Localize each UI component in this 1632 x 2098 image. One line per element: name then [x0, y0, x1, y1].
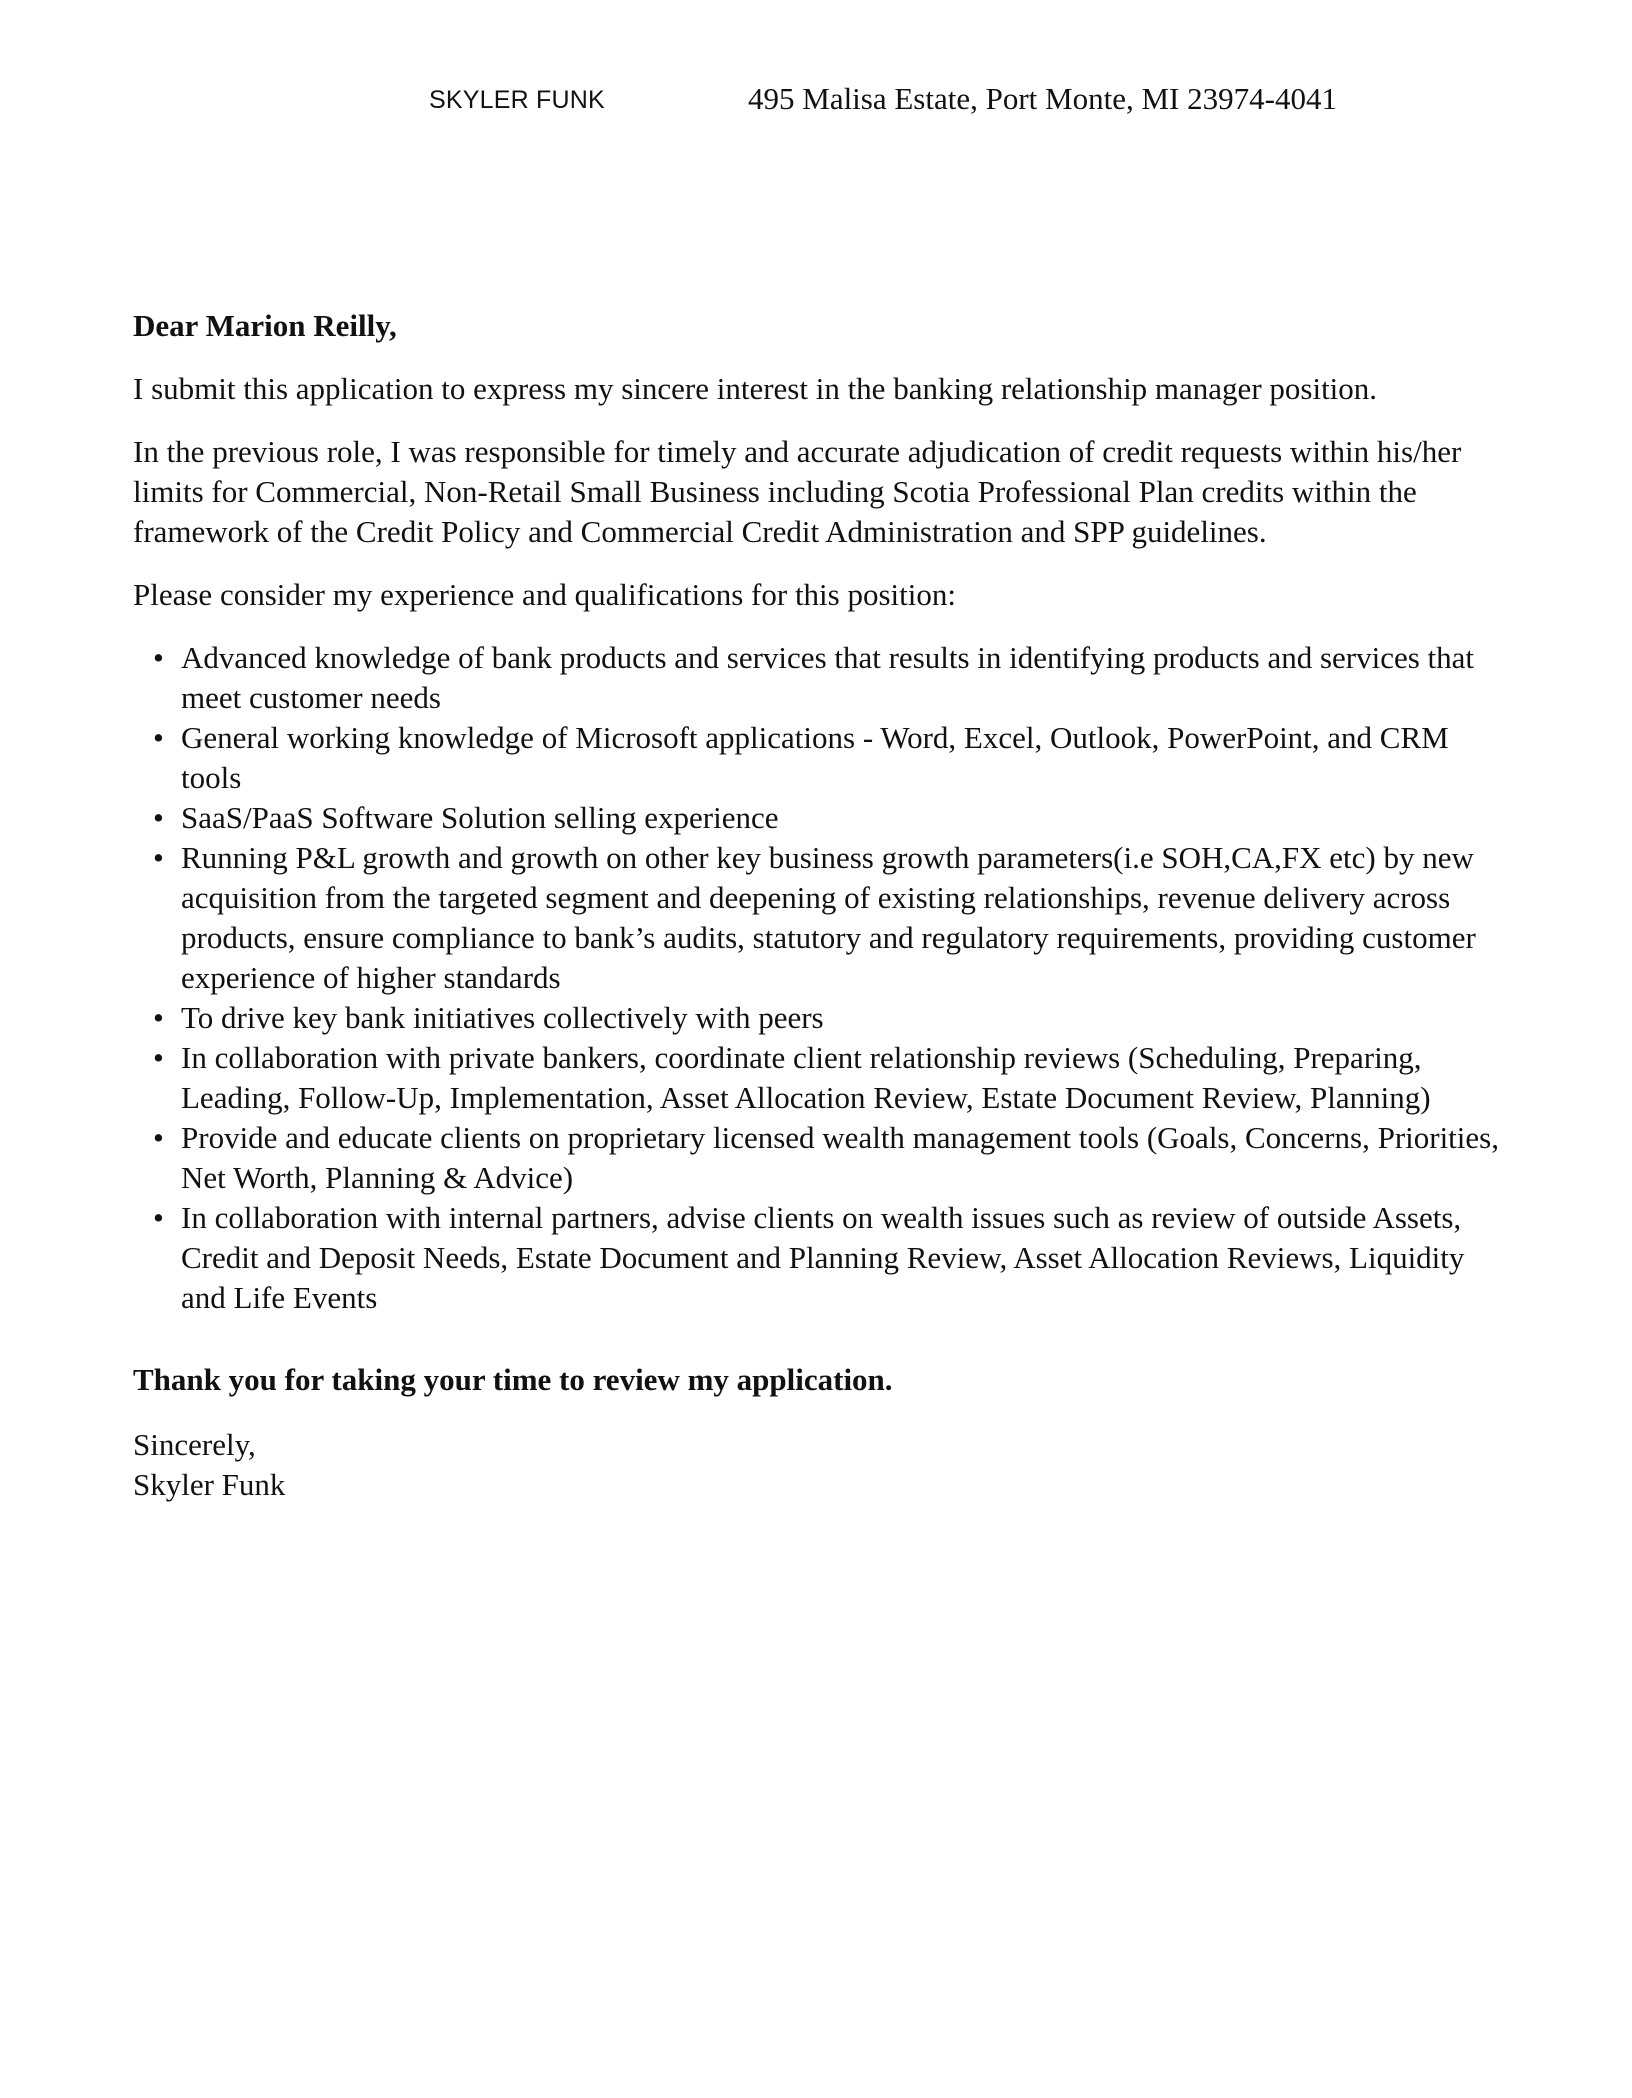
list-item — [153, 1118, 1513, 1198]
list-item — [153, 1198, 1513, 1318]
list-item-text: Provide and educate clients on proprietary licensed wealth management tools (Goals, Concerns, Priorities, Net Worth, Planning & Advice) — [181, 1120, 1499, 1195]
signoff: Sincerely, — [133, 1427, 256, 1462]
list-item-text: Advanced knowledge of bank products and services that results in identifying products and services that meet customer needs — [181, 640, 1475, 715]
salutation: Dear Marion Reilly, — [133, 308, 397, 343]
header-address: 495 Malisa Estate, Port Monte, MI 23974-4041 — [748, 81, 1337, 116]
list-item-text: In collaboration with internal partners, advise clients on wealth issues such as review of outside Assets, Credit and Deposit Needs, Estate Document and Planning Review, Asset Allocation Reviews, Liquidity and Life Events — [181, 1200, 1465, 1315]
list-item — [153, 638, 1513, 718]
list-item-text: In collaboration with private bankers, coordinate client relationship reviews (Scheduling, Preparing, Leading, Follow-Up, Implementation, Asset Allocation Review, Estate Document Review, Planning) — [181, 1040, 1431, 1115]
list-item-text: Running P&L growth and growth on other key business growth parameters(i.e SOH,CA,FX etc) by new acquisition from the targeted segment and deepening of existing relationships, revenue delivery across products, ensure compliance to bank’s audits, statutory and regulatory requirements, providing customer experience of higher standards — [181, 840, 1476, 995]
intro-paragraph: I submit this application to express my sincere interest in the banking relationship manager position. — [133, 371, 1378, 406]
list-item-text: To drive key bank initiatives collectively with peers — [181, 1000, 824, 1035]
qualifications-intro: Please consider my experience and qualifications for this position: — [133, 577, 956, 612]
bullet-icon: • — [153, 800, 164, 835]
bullet-icon: • — [153, 1120, 164, 1155]
bullet-icon: • — [153, 1040, 164, 1075]
previous-role-paragraph: In the previous role, I was responsible for timely and accurate adjudication of credit requests within his/her limits for Commercial, Non-Retail Small Business including Scotia Professional Plan credits within the framework of the Credit Policy and Commercial Credit Administration and SPP guidelines. — [133, 434, 1462, 549]
header-name: SKYLER FUNK — [429, 86, 605, 114]
list-item-text: General working knowledge of Microsoft applications - Word, Excel, Outlook, PowerPoint, and CRM tools — [181, 720, 1449, 795]
qualifications-list — [133, 638, 1513, 1318]
closing-line: Thank you for taking your time to review my application. — [133, 1362, 893, 1397]
list-item — [153, 838, 1513, 998]
signature-name: Skyler Funk — [133, 1467, 286, 1502]
list-item — [153, 718, 1513, 798]
bullet-icon: • — [153, 840, 164, 875]
bullet-icon: • — [153, 720, 164, 755]
letter-body — [133, 306, 1513, 1505]
bullet-icon: • — [153, 1000, 164, 1035]
list-item — [153, 798, 1513, 838]
list-item-text: SaaS/PaaS Software Solution selling experience — [181, 800, 779, 835]
bullet-icon: • — [153, 1200, 164, 1235]
list-item — [153, 1038, 1513, 1118]
list-item — [153, 998, 1513, 1038]
bullet-icon: • — [153, 640, 164, 675]
